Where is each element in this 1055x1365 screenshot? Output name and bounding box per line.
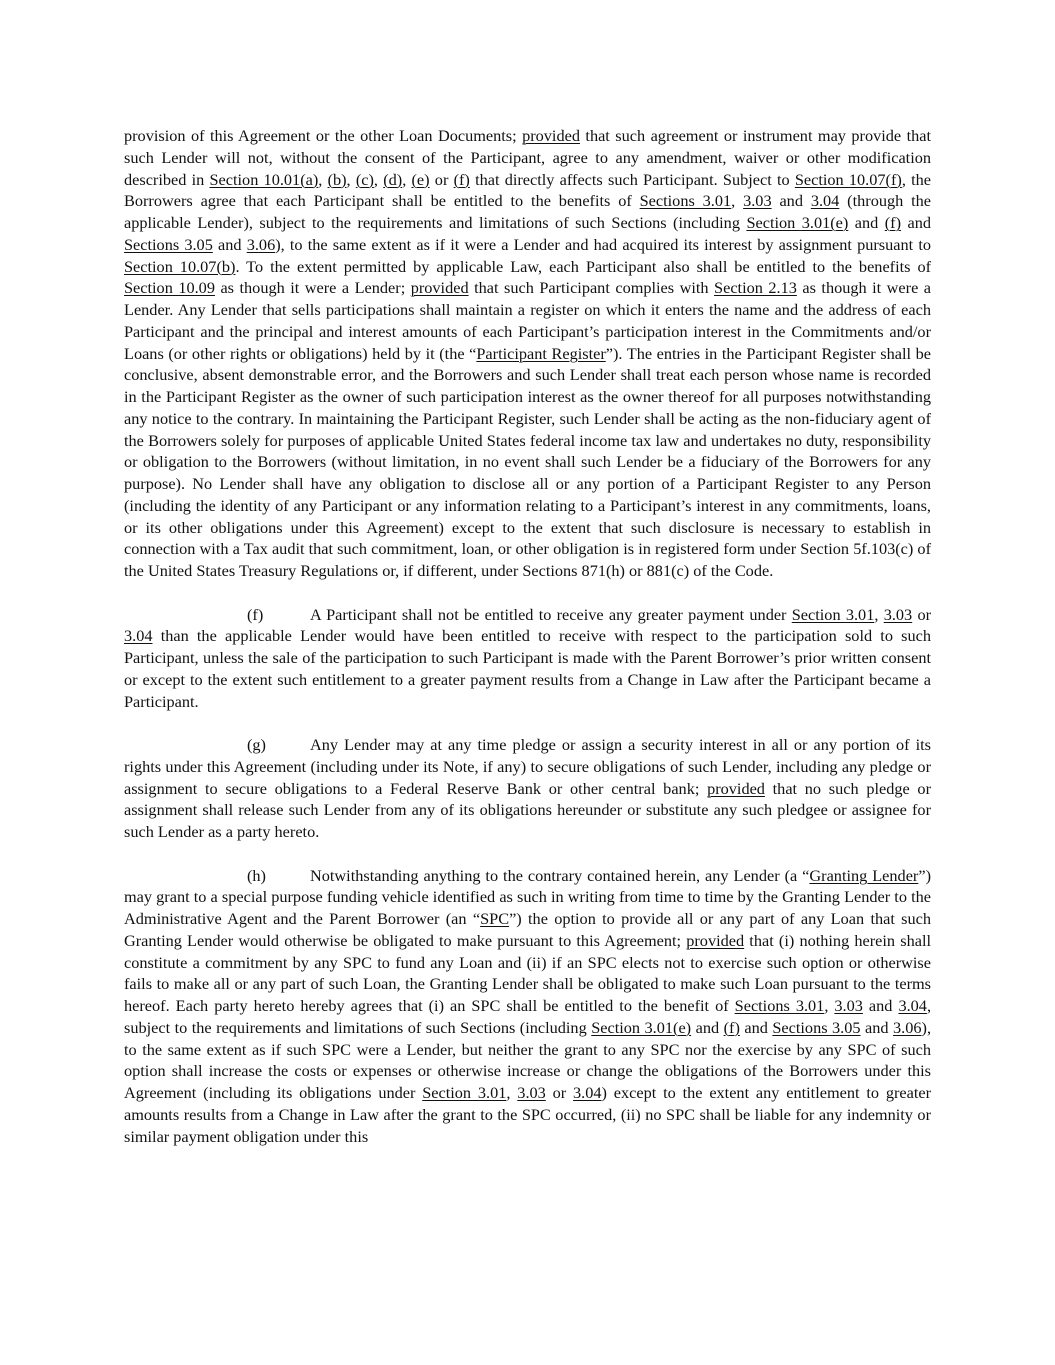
cross-reference: 3.03 [883,604,913,624]
text-run: , [731,191,744,211]
text-run: as though it were a Lender; [214,278,411,298]
text-run: or [545,1083,574,1102]
cross-reference: Section 10.07(b) [124,256,236,276]
text-run: Notwithstanding anything to the contrary contained herein, any Lender (a “ [310,865,810,885]
cross-reference: Section 10.09 [124,278,215,298]
cross-reference: (f) [884,213,902,232]
clause-label: (g) [247,735,266,754]
text-run: that such Participant complies with [468,278,715,298]
text-run: Any Lender may at any time pledge or assign a security interest in all or any portion of its rights under this Agreement (including under its Note, if any) to secure obligations of such Lender, including any pledge or assignment to secure obligations to a Federal Reserve Bank or other central bank; [124,735,931,798]
document-page [124,125,931,1147]
text-run: , [346,169,356,189]
cross-reference: SPC [480,909,510,928]
cross-reference: 3.03 [834,996,863,1015]
text-run: and [691,1017,724,1037]
text-run: and [862,996,899,1015]
cross-reference: 3.03 [743,191,772,211]
cross-reference: Section 3.01 [422,1083,507,1102]
text-run: as though it were a Lender. Any Lender that sells participations shall maintain a register on which it enters the name and the address of each Participant and the principal and interest amounts of each Participant’s participation interest in the Commitments and/or Loans (or other rights or obligations) held by it (the “ [124,278,932,363]
text-run: and [739,1017,773,1037]
cross-reference: Sections 3.05 [124,234,213,254]
paragraph-continuation [124,125,931,582]
text-run: , [318,169,328,189]
cross-reference: 3.03 [517,1083,546,1102]
cross-reference: Sections 3.01 [734,996,825,1015]
cross-reference: Section 3.01(e) [591,1017,692,1037]
paragraph-clause-f [124,604,931,713]
text-run: , [373,169,384,189]
cross-reference: 3.06 [246,234,276,254]
cross-reference: Participant Register [476,343,606,363]
cross-reference: Section 10.07(f) [794,169,902,189]
text-run: or [912,604,932,624]
cross-reference: provided [686,930,745,950]
cross-reference: Sections 3.01 [639,191,732,211]
text-run: , [506,1083,518,1102]
cross-reference: provided [707,778,765,798]
cross-reference: Granting Lender [809,865,919,885]
text-run: ”). The entries in the Participant Register shall be conclusive, absent demonstrable error, and the Borrowers and such Lender shall treat each person whose name is recorded in the Participant Register as the owner of such participation interest as the owner thereof for all purposes notwithstanding any notice to the contrary. In maintaining the Participant Register, such Lender shall be acting as the non-fiduciary agent of the Borrowers solely for purposes of applicable United States federal income tax law and undertakes no duty, responsibility or obligation to the Borrowers (without limitation, in no event shall such Lender be a fiduciary of the Borrowers for any purpose). No Lender shall have any obligation to disclose all or any portion of a Participant Register to any Person (including the identity of any Participant or any information relating to a Participant’s interest in any commitments, loans, or its other obligations under this Agreement) except to the extent that such disclosure is necessary to establish in connection with a Tax audit that such commitment, loan, or other obligation is in registered form under Section 5f.103(c) of the United States Treasury Regulations or, if different, under Sections 871(h) or 881(c) of the Code. [124,343,931,580]
cross-reference: provided [522,126,580,145]
text-run: A Participant shall not be entitled to receive any greater payment under [310,604,792,624]
text-run: that no such pledge or assignment shall release such Lender from any of its obligations hereunder or substitute any such pledgee or assignee for such Lender as a party hereto. [124,778,931,841]
text-run: and [901,213,932,232]
text-run: that (i) nothing herein shall constitute a commitment by any SPC to fund any Loan and (ii) if an SPC elects not to exercise such option or otherwise fails to make all or any part of such Loan, the Granting Lender shall be obligated to make such Loan pursuant to the terms hereof. Each party hereto hereby agrees that (i) an SPC shall be entitled to the benefit of [124,930,931,1015]
cross-reference: (e) [411,169,430,189]
cross-reference: 3.04 [810,191,840,211]
cross-reference: (f) [723,1017,740,1037]
clause-label: (h) [247,865,266,885]
cross-reference: (f) [453,169,470,189]
text-run: , [824,996,835,1015]
text-run: , [874,604,884,624]
cross-reference: Section 3.01(e) [746,213,849,232]
clause-label: (f) [247,604,264,624]
text-run: and [848,213,885,232]
text-run: provision of this Agreement or the other Loan Documents; [124,126,523,145]
text-run: that directly affects such Participant. Subject to [469,169,795,189]
text-run: , [402,169,412,189]
cross-reference: Section 3.01 [791,604,875,624]
text-run: . To the extent permitted by applicable Law, each Participant also shall be entitled to the benefits of [235,256,932,276]
cross-reference: 3.06 [893,1017,922,1037]
text-run: (through the applicable Lender), subject to the requirements and limitations of such Sections (including [124,191,932,232]
text-run: than the applicable Lender would have been entitled to receive with respect to the participation sold to such Participant, unless the sale of the participation to such Participant is made with the Parent Borrower’s prior written consent or except to the extent such entitlement to a greater payment results from a Change in Law after the Participant became a Participant. [124,626,931,711]
text-run: and [771,191,811,211]
text-run: ), to the same extent as if it were a Lender and had acquired its interest by assignment pursuant to [275,234,931,254]
text-run: ”) may grant to a special purpose funding vehicle identified as such in writing from time to time by the Granting Lender to the Administrative Agent and the Parent Borrower (an “ [124,865,931,928]
cross-reference: (d) [383,169,403,189]
text-run: ”) the option to provide all or any part of any Loan that such Granting Lender would otherwise be obligated to make pursuant to this Agreement; [124,909,932,950]
text-run: , subject to the requirements and limitations of such Sections (including [124,996,932,1037]
cross-reference: 3.04 [898,996,927,1015]
cross-reference: 3.04 [124,626,153,646]
text-run: and [860,1017,894,1037]
cross-reference: Sections 3.05 [772,1017,861,1037]
text-run: and [212,234,247,254]
cross-reference: provided [410,278,469,298]
cross-reference: (c) [355,169,374,189]
cross-reference: 3.04 [573,1083,602,1102]
cross-reference: Section 2.13 [714,278,797,298]
paragraph-clause-g [124,734,931,843]
paragraph-clause-h [124,865,931,1148]
text-run: that such agreement or instrument may provide that such Lender will not, without the consent of the Participant, agree to any amendment, waiver or other modification described in [124,126,931,189]
cross-reference: Section 10.01(a) [209,169,319,189]
cross-reference: (b) [327,169,347,189]
text-run: , the Borrowers agree that each Participant shall be entitled to the benefits of [124,169,931,211]
text-run: ), to the same extent as if such SPC were a Lender, but neither the grant to any SPC nor the exercise by any SPC of such option shall increase the costs or expenses or otherwise increase or change the obligations of the Borrowers under this Agreement (including its obligations under [124,1017,932,1102]
text-run: or [429,169,454,189]
text-run: ) except to the extent any entitlement to greater amounts results from a Change in Law after the grant to the SPC occurred, (ii) no SPC shall be liable for any indemnity or similar payment obligation under this [124,1083,932,1146]
